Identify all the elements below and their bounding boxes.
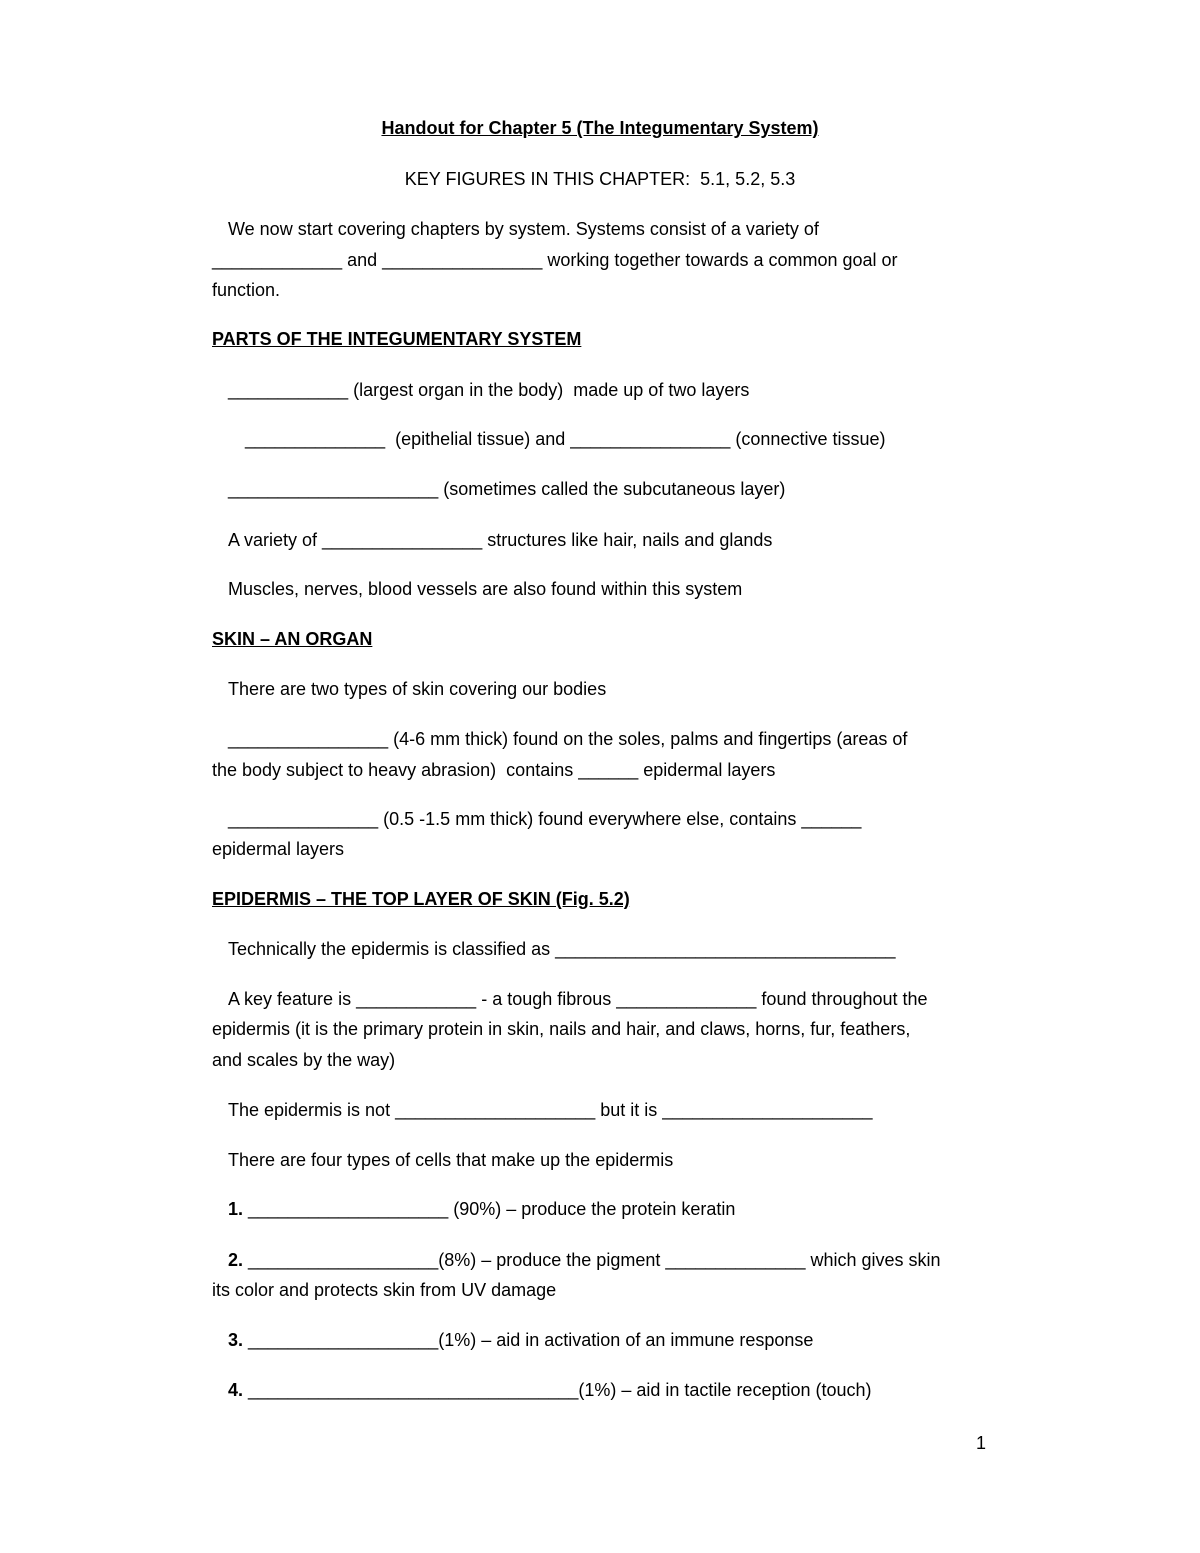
intro-line: function.: [212, 280, 281, 300]
parts-line: ____________ (largest organ in the body) made up of two layers: [228, 380, 750, 400]
list-text: ____________________ (90%) – produce the protein keratin: [243, 1199, 736, 1219]
epidermis-line: The epidermis is not ____________________ but it is _____________________: [228, 1100, 873, 1120]
parts-line: ______________ (epithelial tissue) and ________________ (connective tissue): [245, 429, 886, 449]
section-heading-skin: SKIN – AN ORGAN: [212, 629, 373, 649]
epidermis-line: Technically the epidermis is classified as __________________________________: [228, 939, 896, 959]
epidermis-line: epidermis (it is the primary protein in skin, nails and hair, and claws, horns, fur, feathers,: [212, 1019, 911, 1039]
list-text: _________________________________(1%) – aid in tactile reception (touch): [243, 1380, 872, 1400]
page-number: 1: [976, 1433, 987, 1453]
parts-line: A variety of ________________ structures like hair, nails and glands: [228, 530, 773, 550]
list-number: 1.: [228, 1199, 244, 1219]
epidermis-line: A key feature is ____________ - a tough fibrous ______________ found throughout the: [228, 989, 928, 1009]
page-title: Handout for Chapter 5 (The Integumentary System): [381, 118, 819, 138]
list-number: 3.: [228, 1330, 244, 1350]
skin-line: epidermal layers: [212, 839, 345, 859]
parts-line: _____________________ (sometimes called the subcutaneous layer): [228, 479, 786, 499]
list-number: 2.: [228, 1250, 244, 1270]
skin-line: ________________ (4-6 mm thick) found on the soles, palms and fingertips (areas of: [228, 729, 908, 749]
list-item: [228, 1197, 735, 1221]
list-text: ___________________(1%) – aid in activation of an immune response: [243, 1330, 814, 1350]
list-number: 4.: [228, 1380, 244, 1400]
list-text: ___________________(8%) – produce the pigment ______________ which gives skin: [243, 1250, 941, 1270]
skin-line: the body subject to heavy abrasion) contains ______ epidermal layers: [212, 760, 776, 780]
key-figures: KEY FIGURES IN THIS CHAPTER: 5.1, 5.2, 5.3: [404, 169, 796, 189]
list-item: [228, 1328, 813, 1352]
section-heading-parts: PARTS OF THE INTEGUMENTARY SYSTEM: [212, 329, 582, 349]
list-item: [228, 1248, 941, 1272]
intro-line: We now start covering chapters by system. Systems consist of a variety of: [228, 219, 819, 239]
skin-line: _______________ (0.5 -1.5 mm thick) found everywhere else, contains ______: [228, 809, 862, 829]
list-item-continuation: its color and protects skin from UV damage: [212, 1280, 557, 1300]
list-item: [228, 1378, 872, 1402]
section-heading-epidermis: EPIDERMIS – THE TOP LAYER OF SKIN (Fig. 5.2): [212, 889, 630, 909]
parts-line: Muscles, nerves, blood vessels are also found within this system: [228, 579, 743, 599]
epidermis-line: and scales by the way): [212, 1050, 396, 1070]
skin-line: There are two types of skin covering our bodies: [228, 679, 607, 699]
intro-line: _____________ and ________________ working together towards a common goal or: [212, 250, 898, 270]
epidermis-line: There are four types of cells that make up the epidermis: [228, 1150, 674, 1170]
